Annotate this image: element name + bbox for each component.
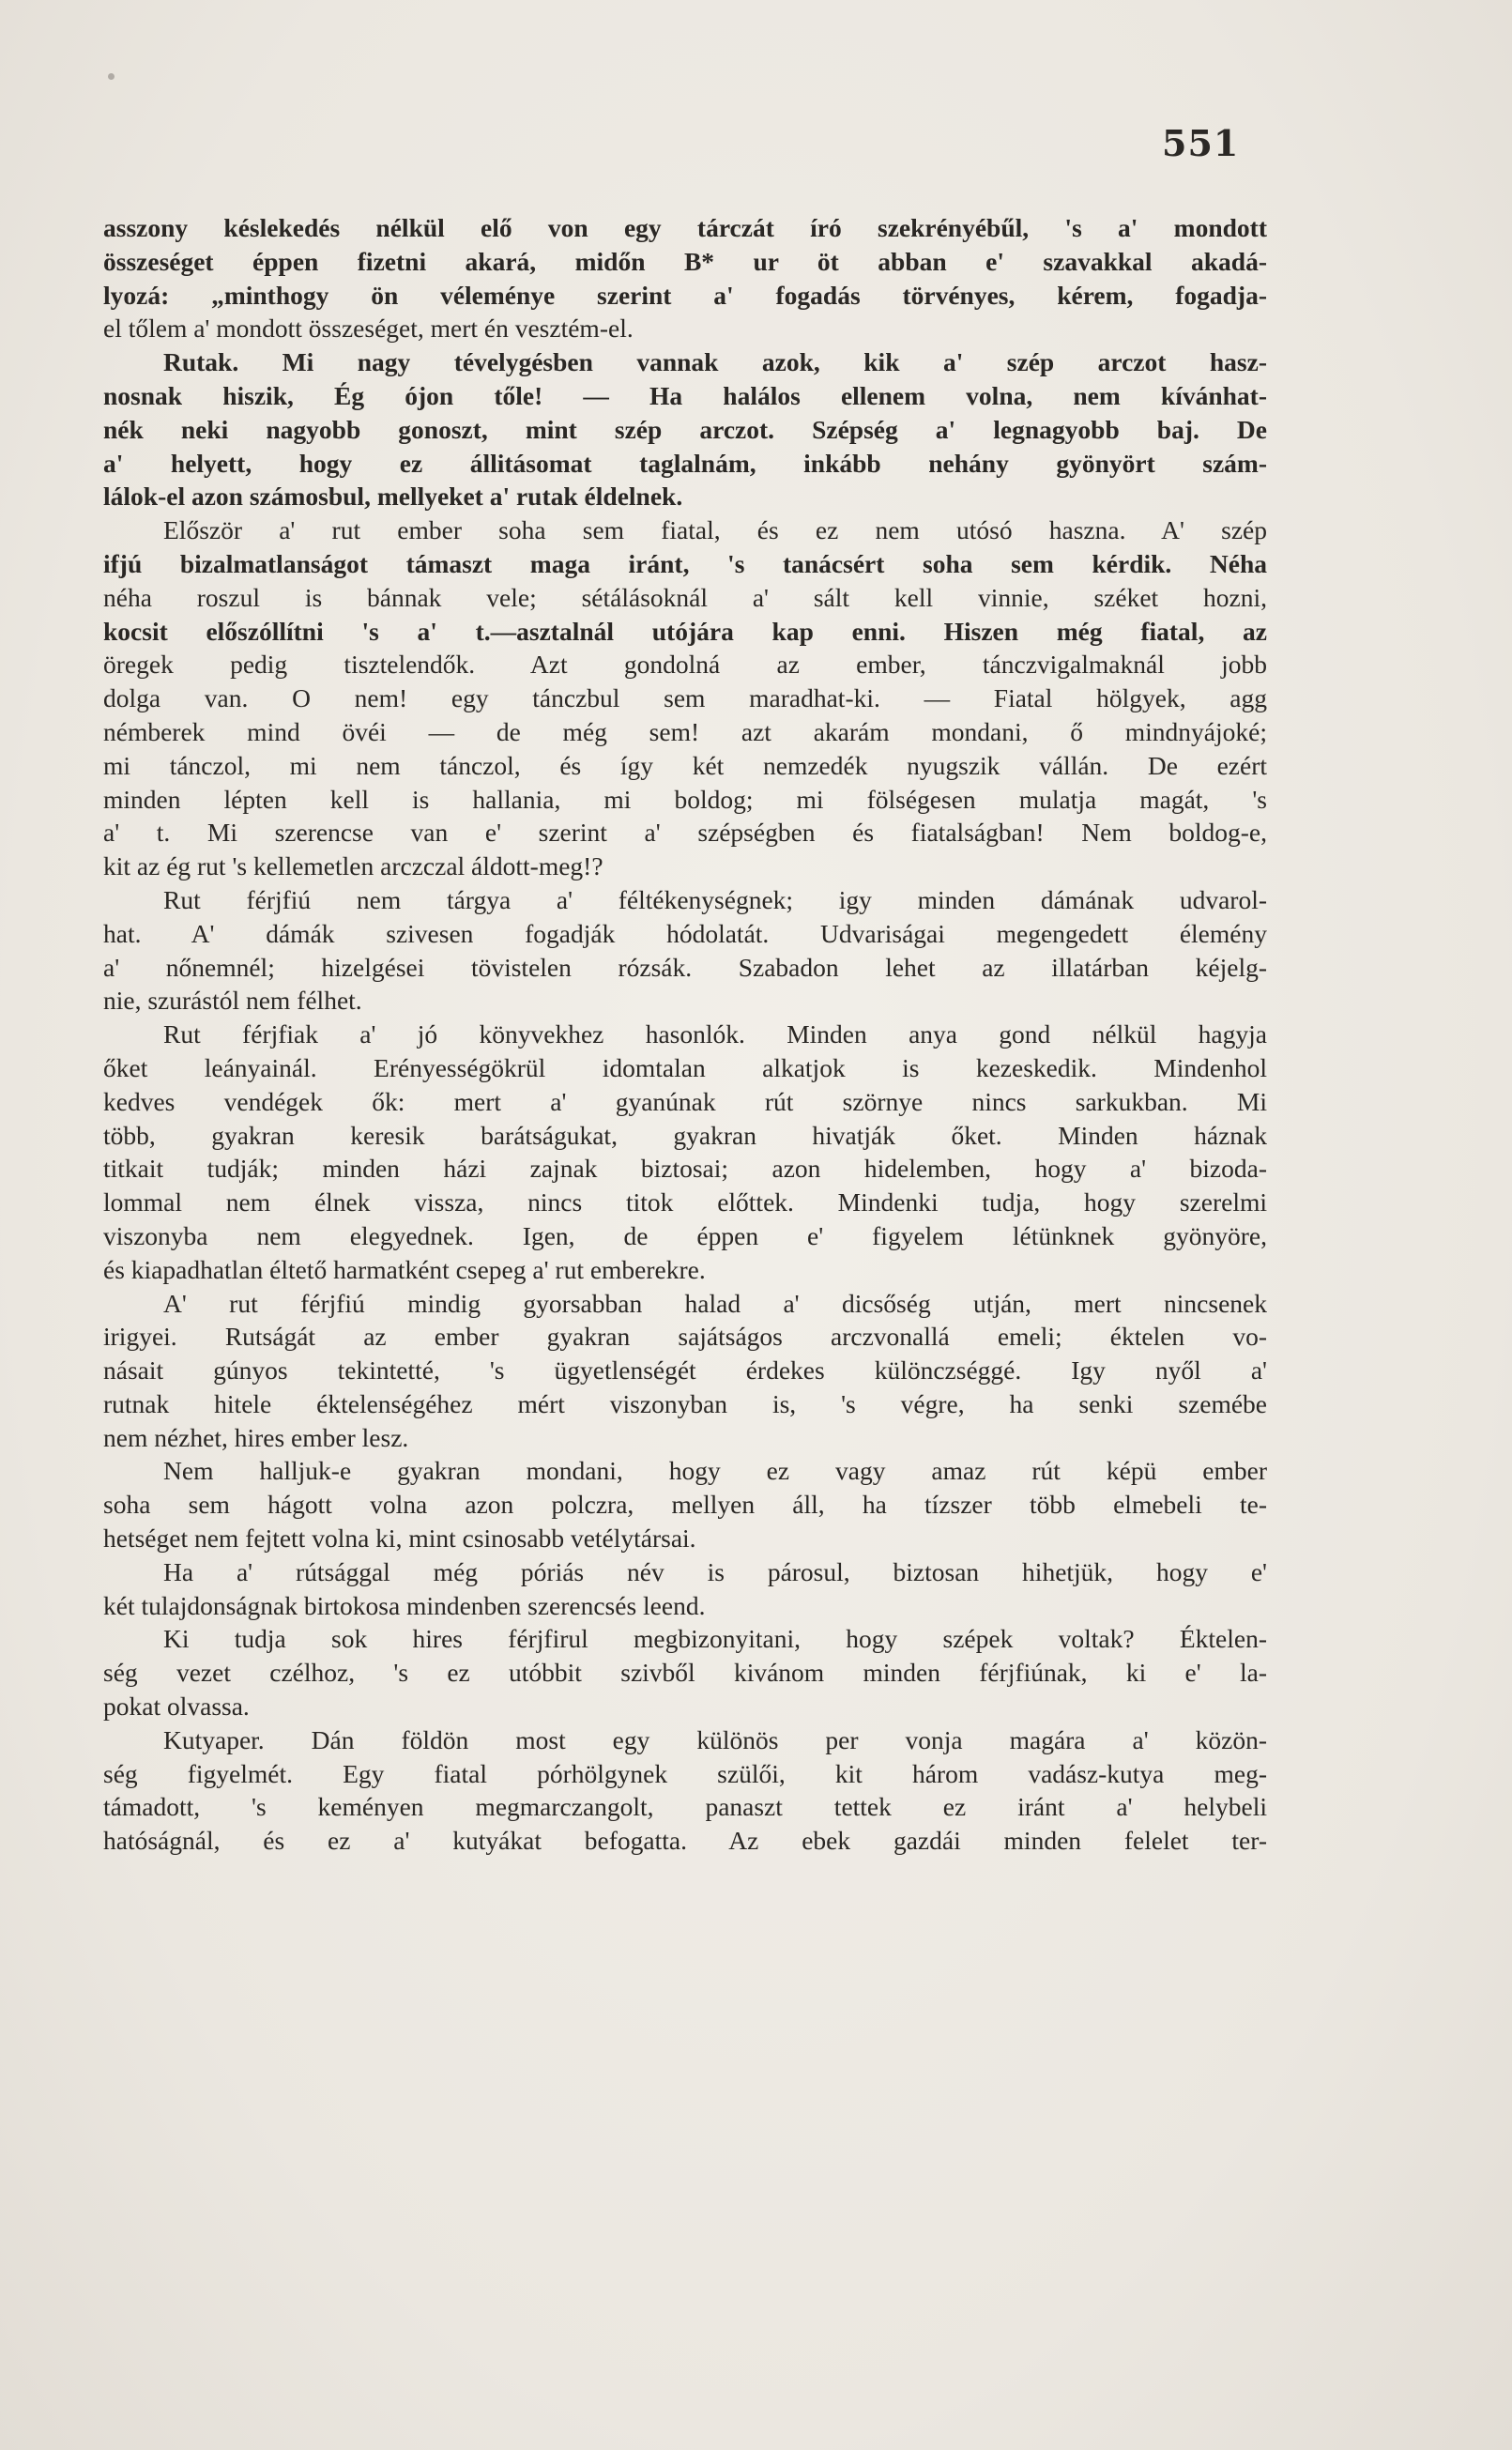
text-line: öregek pedig tisztelendők. Azt gondolná az ember, tánczvigalmaknál jobb — [103, 650, 1267, 680]
text-line: Rut férjfiak a' jó könyvekhez hasonlók. Minden anya gond nélkül hagyja — [163, 1019, 1267, 1049]
text-line: asszony késlekedés nélkül elő von egy tárczát író szekrényébűl, 's a' mondott — [103, 213, 1267, 242]
body-text — [103, 211, 1267, 1858]
text-line: Nem halljuk-e gyakran mondani, hogy ez vagy amaz rút képü ember — [163, 1456, 1267, 1486]
paper-speck — [108, 73, 115, 80]
text-line: két tulajdonságnak birtokosa mindenben szerencsés leend. — [103, 1590, 706, 1620]
page-number: 551 — [1162, 122, 1240, 164]
text-line: pokat olvassa. — [103, 1692, 250, 1722]
text-line: nem nézhet, hires ember lesz. — [103, 1422, 409, 1452]
text-line: kedves vendégek ők: mert a' gyanúnak rút szörnye nincs sarkukban. Mi — [103, 1086, 1267, 1116]
text-line: Ha a' rútsággal még póriás név is párosul, biztosan hihetjük, hogy e' — [163, 1556, 1267, 1586]
text-line: mi tánczol, mi nem tánczol, és így két nemzedék nyugszik vállán. De ezért — [103, 750, 1267, 780]
text-line: ség figyelmét. Egy fiatal pórhölgynek szülői, kit három vadász-kutya meg- — [103, 1758, 1267, 1788]
text-line: és kiapadhatlan éltető harmatként csepeg a' rut emberekre. — [103, 1254, 706, 1284]
text-line: támadott, 's keményen megmarczangolt, panaszt tettek ez iránt a' helybeli — [103, 1792, 1267, 1822]
text-line: viszonyba nem elegyednek. Igen, de éppen e' figyelem létünknek gyönyöre, — [103, 1220, 1267, 1250]
text-line: A' rut férjfiú mindig gyorsabban halad a' dicsőség utján, mert nincsenek — [163, 1288, 1267, 1318]
text-line: násait gúnyos tekintetté, 's ügyetlenségét érdekes különczséggé. Igy nyől a' — [103, 1355, 1267, 1386]
text-line: nie, szurástól nem félhet. — [103, 986, 362, 1016]
text-line: ség vezet czélhoz, 's ez utóbbit szivből kivánom minden férjfiúnak, ki e' la- — [103, 1658, 1267, 1688]
text-line: Rutak. Mi nagy tévelygésben vannak azok, kik a' szép arczot hasz- — [163, 347, 1267, 377]
text-line: hetséget nem fejtett volna ki, mint csinosabb vetélytársai. — [103, 1524, 696, 1554]
text-line: őket leányainál. Erényességökrül idomtalan alkatjok is kezeskedik. Mindenhol — [103, 1052, 1267, 1082]
text-line: némberek mind övéi — de még sem! azt akarám mondani, ő mindnyájoké; — [103, 716, 1267, 746]
text-line: nék neki nagyobb gonoszt, mint szép arczot. Szépség a' legnagyobb baj. De — [103, 414, 1267, 444]
text-line: néha roszul is bánnak vele; sétálásoknál a' sált kell vinnie, széket hozni, — [103, 582, 1267, 612]
text-line: Először a' rut ember soha sem fiatal, és ez nem utósó haszna. A' szép — [163, 515, 1267, 545]
text-line: kocsit előszóllítni 's a' t.—asztalnál utójára kap enni. Hiszen még fiatal, az — [103, 616, 1267, 646]
text-line: lyozá: „minthogy ön véleménye szerint a' fogadás törvényes, kérem, fogadja- — [103, 280, 1267, 310]
text-line: nosnak hiszik, Ég ójon tőle! — Ha halálos ellenem volna, nem kívánhat- — [103, 380, 1267, 410]
text-line: kit az ég rut 's kellemetlen arczczal áldott-meg!? — [103, 851, 603, 881]
text-line: a' nőnemnél; hizelgései tövistelen rózsák. Szabadon lehet az illatárban kéjelg- — [103, 952, 1267, 982]
text-line: titkait tudják; minden házi zajnak biztosai; azon hidelemben, hogy a' bizoda- — [103, 1154, 1267, 1184]
text-line: rutnak hitele éktelenségéhez mért viszonyban is, 's végre, ha senki szemébe — [103, 1388, 1267, 1418]
text-line: Rut férjfiú nem tárgya a' féltékenységnek; igy minden dámának udvarol- — [163, 884, 1267, 914]
text-line: összeséget éppen fizetni akará, midőn B* ur öt abban e' szavakkal akadá- — [103, 246, 1267, 276]
text-line: el tőlem a' mondott összeséget, mert én vesztém-el. — [103, 314, 634, 344]
text-line: lálok-el azon számosbul, mellyeket a' rutak éldelnek. — [103, 482, 683, 512]
text-line: lommal nem élnek vissza, nincs titok előttek. Mindenki tudja, hogy szerelmi — [103, 1187, 1267, 1217]
text-line: hatóságnál, és ez a' kutyákat befogatta. Az ebek gazdái minden felelet ter- — [103, 1826, 1267, 1856]
text-line: Ki tudja sok hires férjfirul megbizonyitani, hogy szépek voltak? Éktelen- — [163, 1624, 1267, 1654]
text-line: a' t. Mi szerencse van e' szerint a' szépségben és fiatalságban! Nem boldog-e, — [103, 818, 1267, 848]
text-line: ifjú bizalmatlanságot támaszt maga iránt, 's tanácsért soha sem kérdik. Néha — [103, 548, 1267, 578]
text-line: Kutyaper. Dán földön most egy különös per vonja magára a' közön- — [163, 1724, 1267, 1754]
text-line: minden lépten kell is hallania, mi boldog; mi fölségesen mulatja magát, 's — [103, 784, 1267, 814]
text-line: a' helyett, hogy ez állitásomat taglalnám, inkább nehány gyönyört szám- — [103, 448, 1267, 478]
text-line: több, gyakran keresik barátságukat, gyakran hivatják őket. Minden háznak — [103, 1120, 1267, 1150]
text-line: irigyei. Rutságát az ember gyakran sajátságos arczvonallá emeli; éktelen vo- — [103, 1322, 1267, 1352]
text-line: dolga van. O nem! egy tánczbul sem maradhat-ki. — Fiatal hölgyek, agg — [103, 683, 1267, 713]
text-line: soha sem hágott volna azon polczra, mellyen áll, ha tízszer több elmebeli te- — [103, 1490, 1267, 1520]
text-line: hat. A' dámák szivesen fogadják hódolatát. Udvariságai megengedett élemény — [103, 918, 1267, 948]
